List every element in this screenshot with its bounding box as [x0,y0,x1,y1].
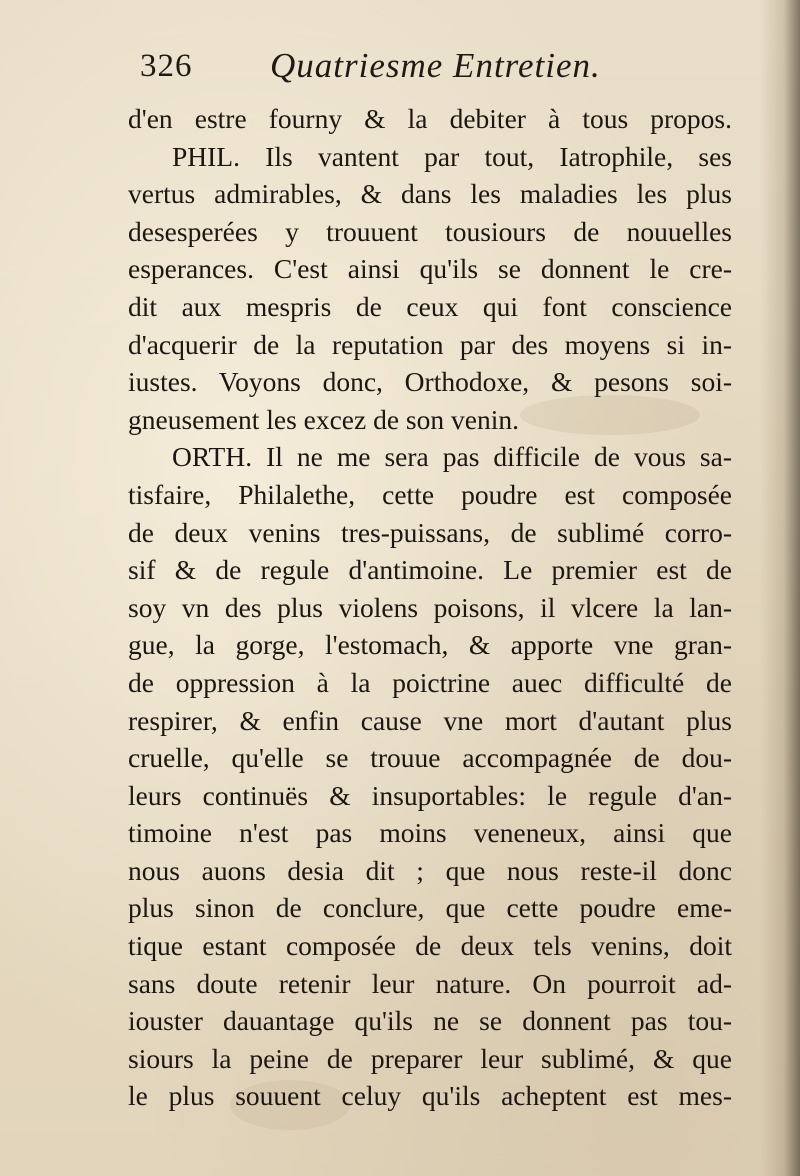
text-line: tique estant composée de deux tels venins, doit [128,930,732,962]
page-number: 326 [140,48,193,84]
text-line: ORTH. Il ne me sera pas difficile de vous sa- [172,441,732,473]
text-line: plus sinon de conclure, que cette poudre eme- [128,892,732,924]
text-line: vertus admirables, & dans les maladies les plus [128,178,732,210]
running-title: Quatriesme Entretien. [270,46,601,85]
text-line: d'en estre fourny & la debiter à tous propos. [128,103,732,134]
text-line: siours la peine de preparer leur sublimé, & que [128,1042,732,1074]
text-line: cruelle, qu'elle se trouue accompagnée de dou- [128,742,732,774]
text-line: de deux venins tres-puissans, de sublimé corro- [128,516,732,548]
text-line: respirer, & enfin cause vne mort d'autant plus [128,704,732,736]
text-line: dit aux mespris de ceux qui font conscience [128,290,732,322]
text-line: iouster dauantage qu'ils ne se donnent pas tou- [128,1005,732,1037]
text-line: PHIL. Ils vantent par tout, Iatrophile, ses [172,140,732,172]
text-line: de oppression à la poictrine auec difficulté de [128,666,732,698]
text-line: nous auons desia dit ; que nous reste-il donc [128,854,732,886]
text-line: le plus souuent celuy qu'ils acheptent est mes- [128,1080,732,1112]
text-line: desesperées y trouuent tousiours de nouuelles [128,215,732,247]
text-line: gneusement les excez de son venin. [128,403,519,435]
text-line: soy vn des plus violens poisons, il vlcere la lan- [128,591,732,623]
text-line: d'acquerir de la reputation par des moyens si in- [128,328,732,360]
text-line: tisfaire, Philalethe, cette poudre est composée [128,478,732,510]
text-line: sans doute retenir leur nature. On pourroit ad- [128,967,732,999]
page-header [130,44,730,94]
body-text [128,100,732,1115]
text-line: iustes. Voyons donc, Orthodoxe, & pesons soi- [128,366,732,398]
text-line: esperances. C'est ainsi qu'ils se donnent le cre- [128,253,732,285]
text-line: sif & de regule d'antimoine. Le premier est de [128,554,732,586]
text-line: gue, la gorge, l'estomach, & apporte vne gran- [128,629,732,661]
page-gutter-shadow [760,0,800,1176]
text-line: leurs continuës & insuportables: le regule d'an- [128,779,732,811]
text-line: timoine n'est pas moins veneneux, ainsi que [128,817,732,849]
